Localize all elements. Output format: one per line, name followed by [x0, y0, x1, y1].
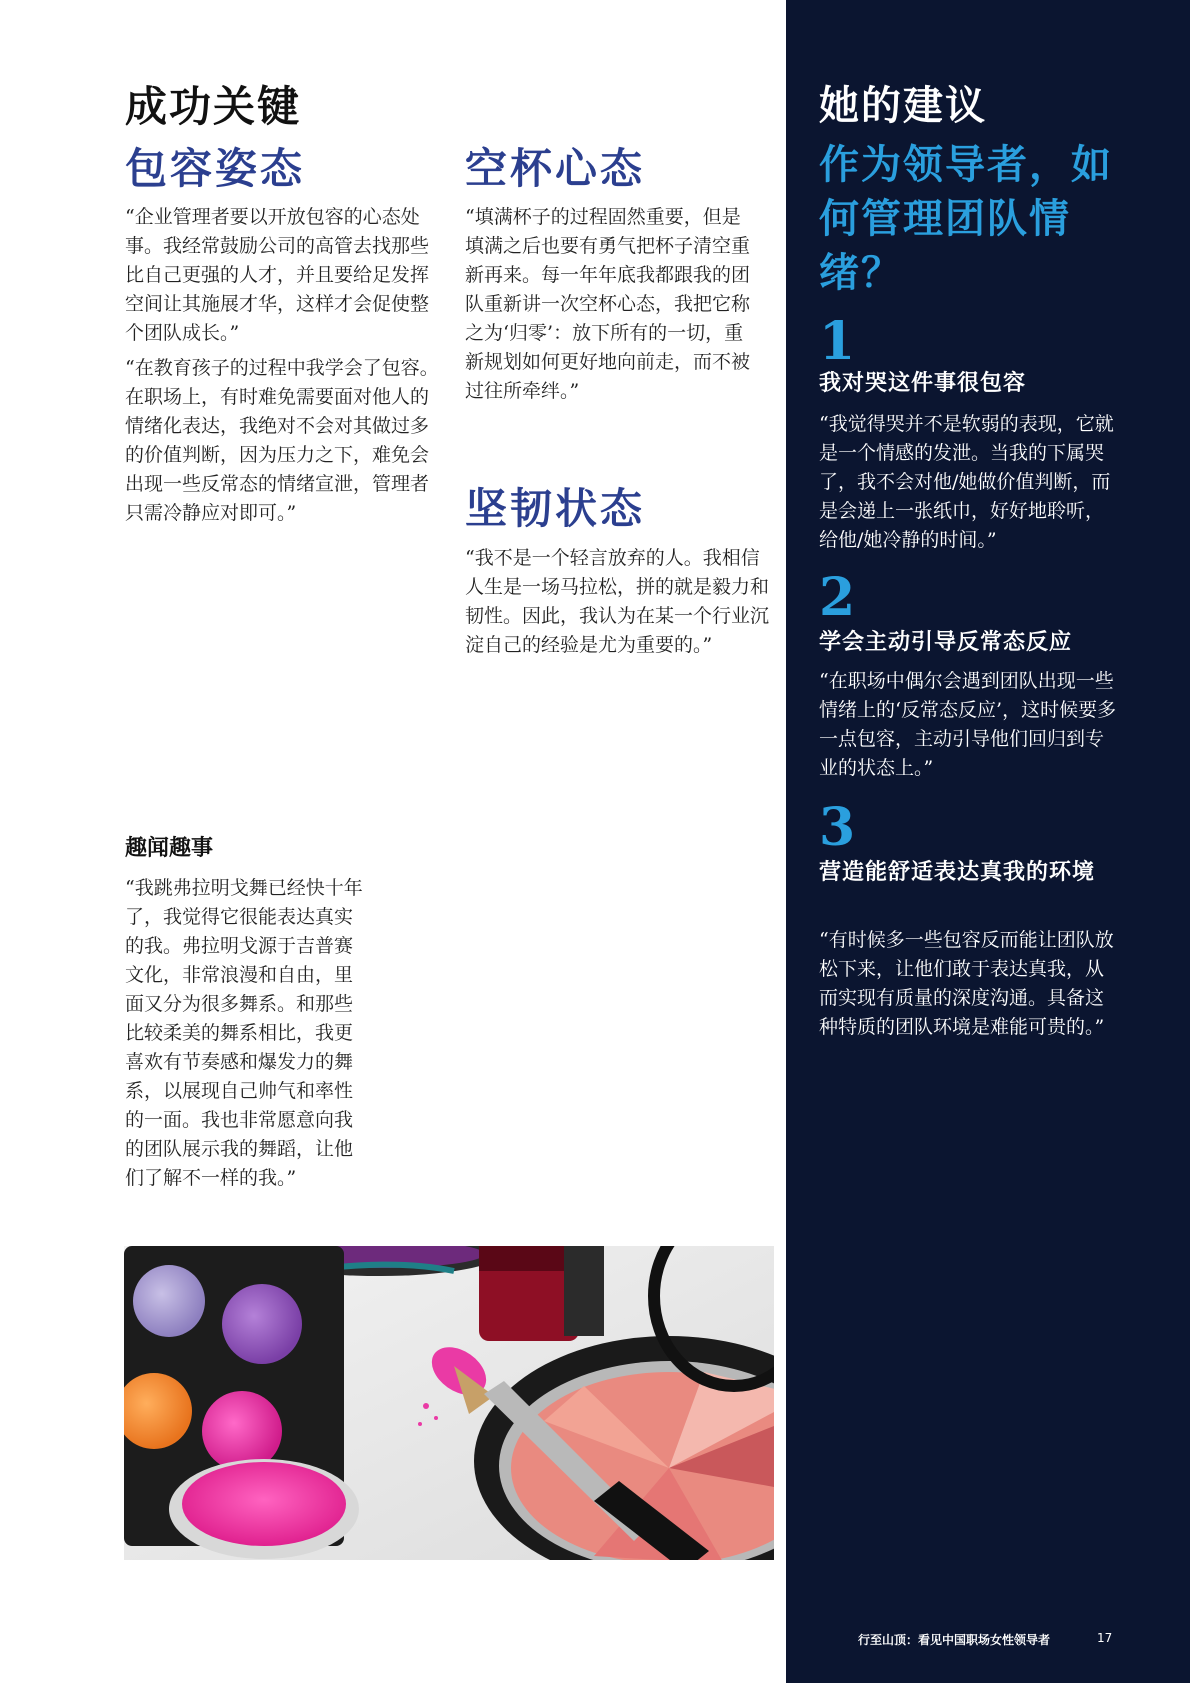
page-title: 成功关键 [125, 82, 302, 131]
section-paragraph: “在教育孩子的过程中我学会了包容。在职场上，有时难免需要面对他人的情绪化表达，我绝对不会对其做过多的价值判断，因为压力之下，难免会出现一些反常态的情绪宣泄，管理者只需冷静应对即可。” [125, 357, 439, 524]
fun-fact-text: “我跳弗拉明戈舞已经快十年了，我觉得它很能表达真实的我。弗拉明戈源于吉普赛文化，非常浪漫和自由，里面又分为很多舞系。和那些比较柔美的舞系相比，我更喜欢有节奏感和爆发力的舞系，以展现自己帅气和率性的一面。我也非常愿意向我的团队展示我的舞蹈，让他们了解不一样的我。” [125, 877, 363, 1189]
tip-heading: 营造能舒适表达真我的环境 [819, 859, 1096, 885]
tip-text: “我觉得哭并不是软弱的表现，它就是一个情感的发泄。当我的下属哭了，我不会对他/她做价值判断，而是会递上一张纸巾，好好地聆听，给他/她冷静的时间。” [819, 413, 1114, 551]
page-number: 17 [1097, 1631, 1113, 1645]
tip-number: 1 [819, 311, 856, 372]
tip-heading: 学会主动引导反常态反应 [819, 629, 1073, 655]
tip-text: “在职场中偶尔会遇到团队出现一些情绪上的‘反常态反应’，这时候要多一点包容，主动引导他们回归到专业的状态上。” [819, 670, 1117, 779]
sidebar-question: 作为领导者，如何管理团队情绪？ [819, 141, 1113, 296]
section-title-inclusive: 包容姿态 [125, 144, 306, 193]
tip-number: 2 [819, 567, 856, 628]
section-title-resilience: 坚韧状态 [465, 484, 646, 533]
tip-heading: 我对哭这件事很包容 [819, 370, 1027, 396]
fun-fact-title: 趣闻趣事 [125, 835, 214, 861]
sidebar-title: 她的建议 [819, 82, 987, 129]
section-paragraph: “填满杯子的过程固然重要，但是填满之后也要有勇气把杯子清空重新再来。每一年年底我都跟我的团队重新讲一次空杯心态，我把它称之为‘归零’：放下所有的一切，重新规划如何更好地向前走，而不被过往所牵绊。” [465, 206, 751, 402]
section-paragraph: “我不是一个轻言放弃的人。我相信人生是一场马拉松，拼的就是毅力和韧性。因此，我认为在某一个行业沉淀自己的经验是尤为重要的。” [465, 547, 770, 656]
section-title-empty-cup: 空杯心态 [465, 144, 646, 193]
makeup-photo [124, 1246, 774, 1560]
section-paragraph: “企业管理者要以开放包容的心态处事。我经常鼓励公司的高管去找那些比自己更强的人才，并且要给足发挥空间让其施展才华，这样才会促使整个团队成长。” [125, 206, 430, 344]
footer-publication: 行至山顶：看见中国职场女性领导者 [858, 1633, 1051, 1647]
tip-text: “有时候多一些包容反而能让团队放松下来，让他们敢于表达真我，从而实现有质量的深度沟通。具备这种特质的团队环境是难能可贵的。” [819, 929, 1114, 1038]
tip-number: 3 [819, 797, 856, 858]
